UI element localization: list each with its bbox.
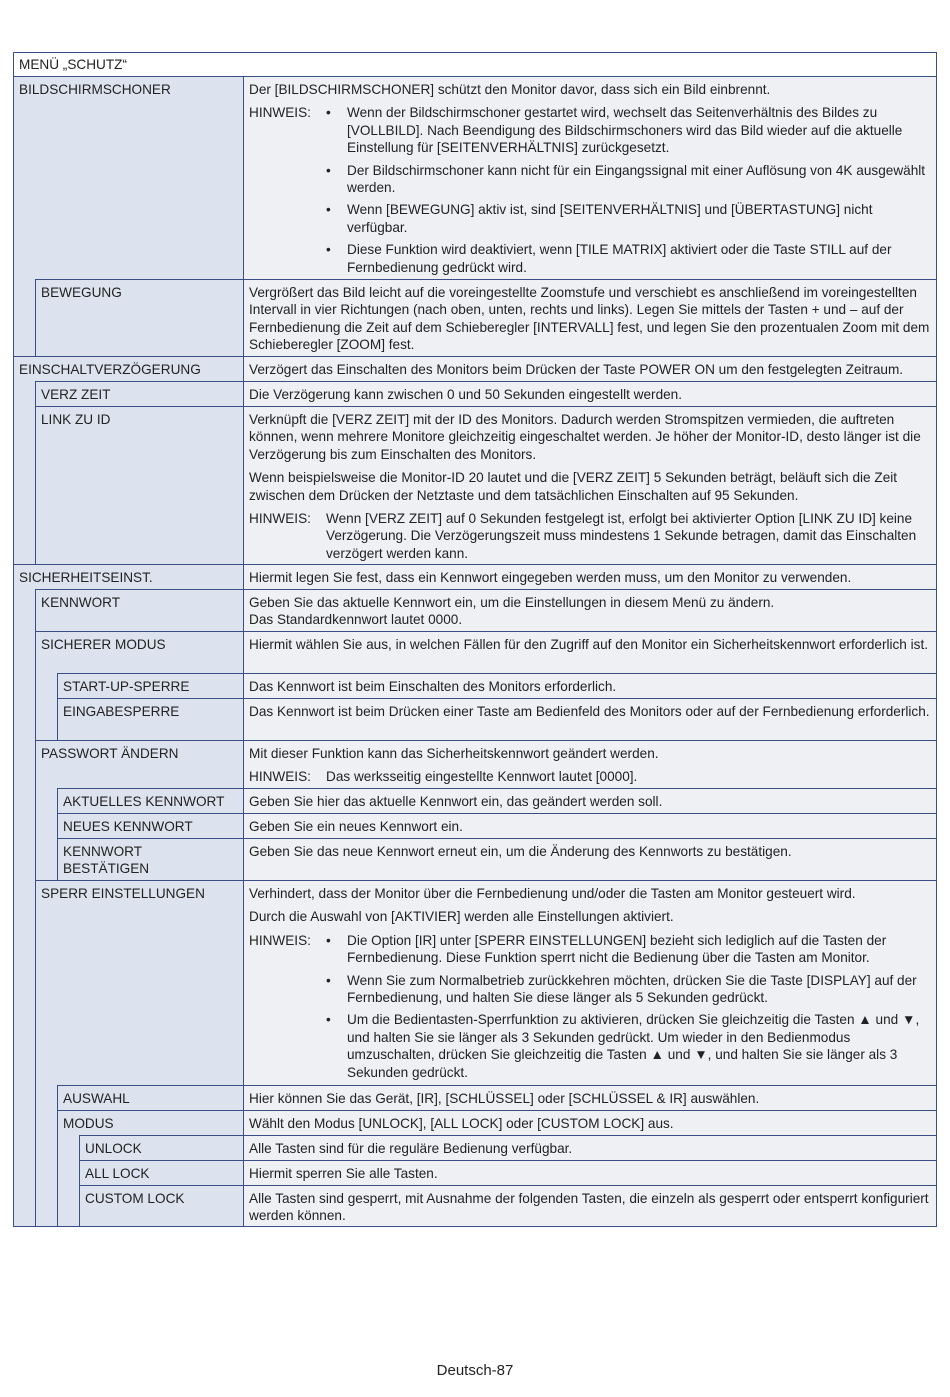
row-label: EINSCHALTVERZÖGERUNG	[13, 356, 243, 381]
row-label: LINK ZU ID	[35, 406, 243, 564]
note-label: HINWEIS:	[249, 932, 311, 948]
table-row	[13, 698, 937, 740]
bullet-text: Wenn Sie zum Normalbetrieb zurückkehren möchten, drücken Sie die Taste [DISPLAY] auf der Fernbedienung, und halten Sie diese länger als 5 Sekunden gedrückt.	[347, 972, 917, 1006]
note-label: HINWEIS:	[249, 769, 311, 785]
indent-bar	[57, 1135, 80, 1160]
row-label: SICHERHEITSEINST.	[13, 564, 243, 589]
description-paragraph: Das Kennwort ist beim Einschalten des Monitors erforderlich.	[249, 679, 617, 694]
note-bullet-item	[326, 241, 930, 276]
note-text: Wenn [VERZ ZEIT] auf 0 Sekunden festgelegt ist, erfolgt bei aktivierter Option [LINK ZU ID] keine Verzögerung. Die Verzögerungszeit muss mindestens 1 Sekunde betragen, damit das Einschalten verzögert werden kann.	[326, 511, 917, 561]
row-label-area	[13, 788, 243, 813]
table-row	[13, 838, 937, 880]
bullet-dot: •	[326, 105, 331, 121]
row-description	[243, 1085, 937, 1110]
row-description	[243, 740, 937, 788]
table-row	[13, 1085, 937, 1110]
row-label: EINGABESPERRE	[57, 698, 243, 740]
row-label-area	[13, 631, 243, 673]
note-block	[249, 768, 930, 785]
indent-bar	[13, 698, 36, 740]
description-paragraph: Geben Sie das aktuelle Kennwort ein, um die Einstellungen in diesem Menü zu ändern. Das Standardkennwort lautet 0000.	[249, 595, 775, 628]
row-description	[243, 1135, 937, 1160]
row-label: MODUS	[57, 1110, 243, 1135]
row-label: AKTUELLES KENNWORT	[57, 788, 243, 813]
row-label: NEUES KENNWORT	[57, 813, 243, 838]
indent-bar	[13, 673, 36, 698]
bullet-dot: •	[326, 1012, 331, 1028]
table-row	[13, 1135, 937, 1160]
note-label: HINWEIS:	[249, 105, 311, 121]
row-label-area	[13, 673, 243, 698]
description-paragraph: Hiermit sperren Sie alle Tasten.	[249, 1166, 438, 1181]
row-description	[243, 1110, 937, 1135]
indent-bar	[13, 1160, 36, 1185]
note-block	[249, 932, 930, 1081]
row-description	[243, 406, 937, 564]
row-label-area	[13, 76, 243, 279]
description-paragraph: Alle Tasten sind für die reguläre Bedienung verfügbar.	[249, 1141, 573, 1156]
bullet-dot: •	[326, 242, 331, 258]
indent-bar	[13, 1085, 36, 1110]
table-row	[13, 1160, 937, 1185]
description-paragraph: Der [BILDSCHIRMSCHONER] schützt den Monitor davor, dass sich ein Bild einbrennt.	[249, 82, 771, 97]
description-paragraph: Die Verzögerung kann zwischen 0 und 50 Sekunden eingestellt werden.	[249, 387, 683, 402]
table-row	[13, 589, 937, 631]
row-label: PASSWORT ÄNDERN	[35, 740, 243, 788]
note-block	[249, 510, 930, 562]
description-paragraph: Verhindert, dass der Monitor über die Fernbedienung und/oder die Tasten am Monitor gesteuert wird.	[249, 886, 856, 901]
row-description	[243, 673, 937, 698]
row-label: CUSTOM LOCK	[79, 1185, 243, 1227]
row-label: AUSWAHL	[57, 1085, 243, 1110]
table-row	[13, 788, 937, 813]
bullet-text: Um die Bedientasten-Sperrfunktion zu aktivieren, drücken Sie gleichzeitig die Tasten ▲ und ▼, und halten Sie sie länger als 3 Sekunden gedrückt. Um wieder in den Bedienmodus umzuschalten, drücken Sie gleichzeitig die Tasten ▲ und ▼, und halten Sie sie länger als 3 Sekunden gedrückt.	[347, 1012, 920, 1080]
indent-bar	[35, 813, 58, 838]
note-bullet-item	[326, 201, 930, 236]
indent-bar	[13, 406, 36, 564]
row-label-area	[13, 1110, 243, 1135]
row-label-area	[13, 564, 243, 589]
table-row	[13, 564, 937, 589]
table-title: MENÜ „SCHUTZ“	[13, 52, 937, 76]
indent-bar	[13, 279, 36, 356]
row-label-area	[13, 1135, 243, 1160]
description-paragraph: Das Kennwort ist beim Drücken einer Taste am Bedienfeld des Monitors oder auf der Fernbedienung erforderlich.	[249, 704, 930, 719]
bullet-text: Wenn der Bildschirmschoner gestartet wird, wechselt das Seitenverhältnis des Bildes zu [VOLLBILD]. Nach Beendigung des Bildschirmschoners wird das Bild wieder auf die aktuelle Einstellung für [SEITENVERHÄLTNIS] zurückgesetzt.	[347, 105, 903, 156]
row-label-area	[13, 356, 243, 381]
row-label: SICHERER MODUS	[35, 631, 243, 673]
bullet-dot: •	[326, 932, 331, 948]
row-description	[243, 589, 937, 631]
note-bullet-list	[326, 104, 930, 276]
row-label: BILDSCHIRMSCHONER	[13, 76, 243, 279]
table-row	[13, 76, 937, 279]
bullet-text: Die Option [IR] unter [SPERR EINSTELLUNGEN] bezieht sich lediglich auf die Tasten der Fernbedienung. Diese Funktion sperrt nicht die Bedienung über die Tasten am Monitor.	[347, 932, 887, 966]
description-paragraph: Alle Tasten sind gesperrt, mit Ausnahme der folgenden Tasten, die einzeln als gesperrt oder entsperrt konfiguriert werden können.	[249, 1191, 929, 1224]
row-label-area	[13, 698, 243, 740]
indent-bar	[35, 1185, 58, 1227]
row-description	[243, 1160, 937, 1185]
row-description	[243, 813, 937, 838]
indent-bar	[13, 813, 36, 838]
table-row	[13, 356, 937, 381]
indent-bar	[35, 673, 58, 698]
indent-bar	[35, 1160, 58, 1185]
bullet-dot: •	[326, 972, 331, 988]
row-label: BEWEGUNG	[35, 279, 243, 356]
row-description	[243, 698, 937, 740]
table-row	[13, 406, 937, 564]
description-paragraph: Hiermit wählen Sie aus, in welchen Fällen für den Zugriff auf den Monitor ein Sicherheitskennwort erforderlich ist.	[249, 637, 929, 652]
indent-bar	[13, 1135, 36, 1160]
note-text: Das werksseitig eingestellte Kennwort lautet [0000].	[326, 769, 638, 785]
row-label: VERZ ZEIT	[35, 381, 243, 406]
row-label-area	[13, 1185, 243, 1227]
note-bullet-item	[326, 932, 930, 967]
note-bullet-list	[326, 932, 930, 1081]
row-label-area	[13, 589, 243, 631]
row-label: START-UP-SPERRE	[57, 673, 243, 698]
row-label: ALL LOCK	[79, 1160, 243, 1185]
menu-table	[13, 52, 937, 1227]
table-rows	[13, 76, 937, 1227]
row-description	[243, 1185, 937, 1227]
row-description	[243, 76, 937, 279]
row-label-area	[13, 1085, 243, 1110]
indent-bar	[35, 1135, 58, 1160]
description-paragraph: Hier können Sie das Gerät, [IR], [SCHLÜSSEL] oder [SCHLÜSSEL & IR] auswählen.	[249, 1091, 760, 1106]
indent-bar	[35, 698, 58, 740]
indent-bar	[57, 1160, 80, 1185]
indent-bar	[35, 838, 58, 880]
row-label: UNLOCK	[79, 1135, 243, 1160]
row-label-area	[13, 740, 243, 788]
bullet-text: Diese Funktion wird deaktiviert, wenn [TILE MATRIX] aktiviert oder die Taste STILL auf der Fernbedienung gedrückt wird.	[347, 242, 892, 275]
table-row	[13, 740, 937, 788]
description-paragraph: Wenn beispielsweise die Monitor-ID 20 lautet und die [VERZ ZEIT] 5 Sekunden beträgt, beläuft sich die Zeit zwischen dem Drücken der Netztaste und dem tatsächlichen Einschalten auf 95 Sekunden.	[249, 470, 898, 503]
description-paragraph: Geben Sie das neue Kennwort erneut ein, um die Änderung des Kennworts zu bestätigen.	[249, 844, 792, 859]
note-block	[249, 104, 930, 276]
row-description	[243, 788, 937, 813]
note-bullet-item	[326, 104, 930, 156]
indent-bar	[13, 589, 36, 631]
row-label-area	[13, 406, 243, 564]
indent-bar	[13, 631, 36, 673]
row-label: KENNWORT	[35, 589, 243, 631]
row-label: SPERR EINSTELLUNGEN	[35, 880, 243, 1085]
indent-bar	[13, 381, 36, 406]
row-description	[243, 838, 937, 880]
description-paragraph: Verzögert das Einschalten des Monitors beim Drücken der Taste POWER ON um den festgelegten Zeitraum.	[249, 362, 904, 377]
description-paragraph: Vergrößert das Bild leicht auf die voreingestellte Zoomstufe und verschiebt es anschließend im voreingestellten Intervall in vier Richtungen (nach oben, unten, rechts und links). Legen Sie mittels der Tasten + und – auf der Fernbedienung die Zeit auf dem Schieberegler [INTERVALL] fest, und legen Sie den prozentualen Zoom mit dem Schieberegler [ZOOM] fest.	[249, 285, 930, 353]
row-label-area	[13, 279, 243, 356]
description-paragraph: Hiermit legen Sie fest, dass ein Kennwort eingegeben werden muss, um den Monitor zu verwenden.	[249, 570, 852, 585]
indent-bar	[35, 788, 58, 813]
table-row	[13, 631, 937, 673]
description-paragraph: Mit dieser Funktion kann das Sicherheitskennwort geändert werden.	[249, 746, 659, 761]
indent-bar	[57, 1185, 80, 1227]
note-label: HINWEIS:	[249, 511, 311, 527]
row-description	[243, 880, 937, 1085]
indent-bar	[13, 880, 36, 1085]
bullet-dot: •	[326, 162, 331, 178]
description-paragraph: Geben Sie hier das aktuelle Kennwort ein, das geändert werden soll.	[249, 794, 663, 809]
table-row	[13, 279, 937, 356]
indent-bar	[35, 1085, 58, 1110]
table-row	[13, 381, 937, 406]
table-row	[13, 1185, 937, 1227]
row-label-area	[13, 813, 243, 838]
indent-bar	[13, 1110, 36, 1135]
indent-bar	[13, 1185, 36, 1227]
indent-bar	[35, 1110, 58, 1135]
note-bullet-item	[326, 1011, 930, 1081]
table-row	[13, 813, 937, 838]
table-row	[13, 1110, 937, 1135]
row-label-area	[13, 381, 243, 406]
indent-bar	[13, 788, 36, 813]
row-description	[243, 564, 937, 589]
page-number: Deutsch-87	[436, 1362, 514, 1379]
row-description	[243, 381, 937, 406]
description-paragraph: Geben Sie ein neues Kennwort ein.	[249, 819, 463, 834]
table-row	[13, 880, 937, 1085]
row-label: KENNWORT BESTÄTIGEN	[57, 838, 243, 880]
description-paragraph: Verknüpft die [VERZ ZEIT] mit der ID des Monitors. Dadurch werden Stromspitzen vermieden, die auftreten können, wenn mehrere Monitore gleichzeitig eingeschaltet werden. Je höher der Monitor-ID, desto länger ist die Verzögerung bis zum Einschalten des Monitors.	[249, 412, 921, 462]
indent-bar	[13, 740, 36, 788]
bullet-text: Der Bildschirmschoner kann nicht für ein Eingangssignal mit einer Auflösung von 4K ausgewählt werden.	[347, 162, 926, 196]
description-paragraph: Durch die Auswahl von [AKTIVIER] werden alle Einstellungen aktiviert.	[249, 909, 674, 925]
table-row	[13, 673, 937, 698]
note-bullet-item	[326, 972, 930, 1007]
row-description	[243, 279, 937, 356]
row-description	[243, 631, 937, 673]
indent-bar	[13, 838, 36, 880]
note-bullet-item	[326, 162, 930, 197]
bullet-text: Wenn [BEWEGUNG] aktiv ist, sind [SEITENVERHÄLTNIS] und [ÜBERTASTUNG] nicht verfügbar.	[347, 202, 873, 235]
bullet-dot: •	[326, 202, 331, 218]
row-label-area	[13, 880, 243, 1085]
row-description	[243, 356, 937, 381]
row-label-area	[13, 838, 243, 880]
description-paragraph: Wählt den Modus [UNLOCK], [ALL LOCK] oder [CUSTOM LOCK] aus.	[249, 1116, 674, 1131]
row-label-area	[13, 1160, 243, 1185]
